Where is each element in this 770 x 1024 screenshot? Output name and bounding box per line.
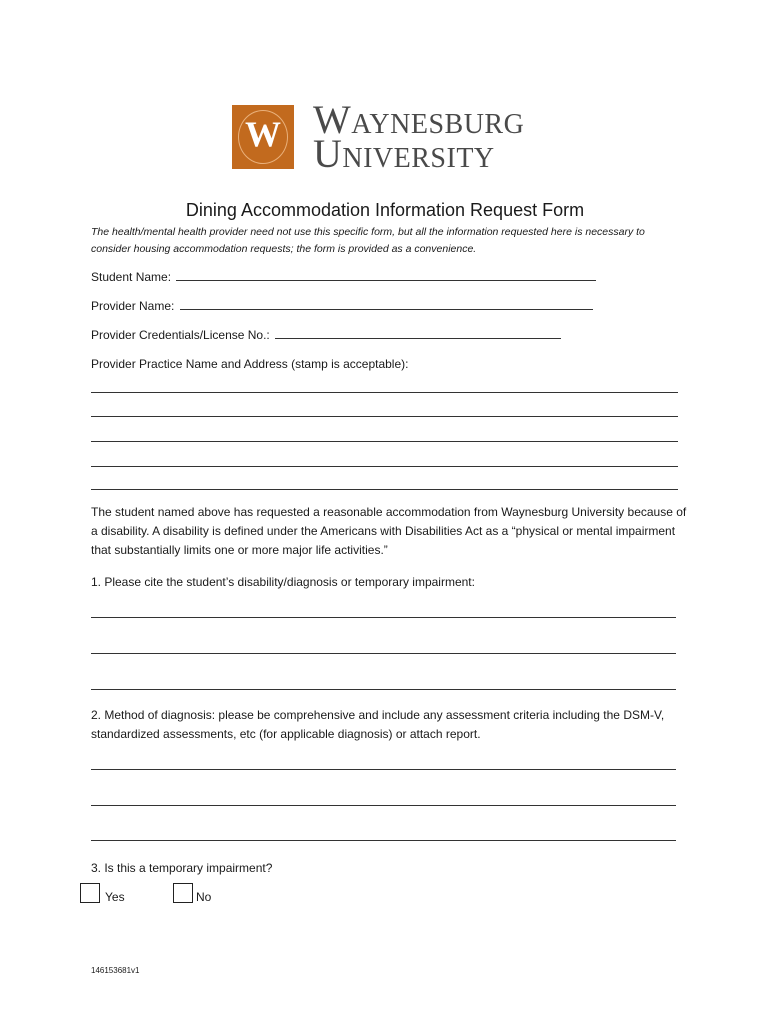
q2-answer-line[interactable] bbox=[91, 769, 676, 770]
question-1: 1. Please cite the student’s disability/diagnosis or temporary impairment: bbox=[91, 575, 475, 589]
provider-credentials-field[interactable] bbox=[275, 326, 561, 339]
provider-name-label: Provider Name: bbox=[91, 299, 175, 313]
no-checkbox[interactable] bbox=[173, 883, 193, 903]
provider-practice-label: Provider Practice Name and Address (stamp is acceptable): bbox=[91, 357, 409, 371]
provider-credentials-row bbox=[91, 326, 561, 343]
intro-note: The health/mental health provider need not use this specific form, but all the information requested here is necessary to consider housing accommodation requests; the form is provided as a convenience. bbox=[91, 226, 645, 255]
student-name-label: Student Name: bbox=[91, 270, 172, 284]
question-2: 2. Method of diagnosis: please be comprehensive and include any assessment criteria including the DSM-V, standardized assessments, etc (for applicable diagnosis) or attach report. bbox=[91, 708, 665, 741]
provider-credentials-label: Provider Credentials/License No.: bbox=[91, 328, 270, 342]
document-id: 146153681v1 bbox=[91, 966, 140, 975]
logo-wordmark-line2: University bbox=[313, 131, 495, 176]
q2-answer-line[interactable] bbox=[91, 840, 676, 841]
question-3: 3. Is this a temporary impairment? bbox=[91, 861, 273, 875]
practice-address-line[interactable] bbox=[91, 489, 678, 490]
practice-address-line[interactable] bbox=[91, 392, 678, 393]
disability-statement: The student named above has requested a reasonable accommodation from Waynesburg University because of a disability. A disability is defined under the Americans with Disabilities Act as a “physical or mental impairment that substantially limits one or more major life activities.” bbox=[91, 505, 687, 557]
logo-wordmark-line1: Waynesburg bbox=[313, 97, 525, 142]
q1-answer-line[interactable] bbox=[91, 653, 676, 654]
q1-answer-line[interactable] bbox=[91, 617, 676, 618]
q2-answer-line[interactable] bbox=[91, 805, 676, 806]
provider-name-row bbox=[91, 297, 593, 314]
no-label: No bbox=[196, 890, 212, 904]
logo-letter: W bbox=[245, 114, 281, 154]
provider-name-field[interactable] bbox=[180, 297, 593, 310]
practice-address-line[interactable] bbox=[91, 441, 678, 442]
student-name-row bbox=[91, 268, 596, 285]
yes-checkbox[interactable] bbox=[80, 883, 100, 903]
yes-label: Yes bbox=[105, 890, 125, 904]
practice-address-line[interactable] bbox=[91, 466, 678, 467]
form-title: Dining Accommodation Information Request Form bbox=[185, 200, 585, 220]
practice-address-line[interactable] bbox=[91, 416, 678, 417]
q1-answer-line[interactable] bbox=[91, 689, 676, 690]
student-name-field[interactable] bbox=[176, 268, 596, 281]
